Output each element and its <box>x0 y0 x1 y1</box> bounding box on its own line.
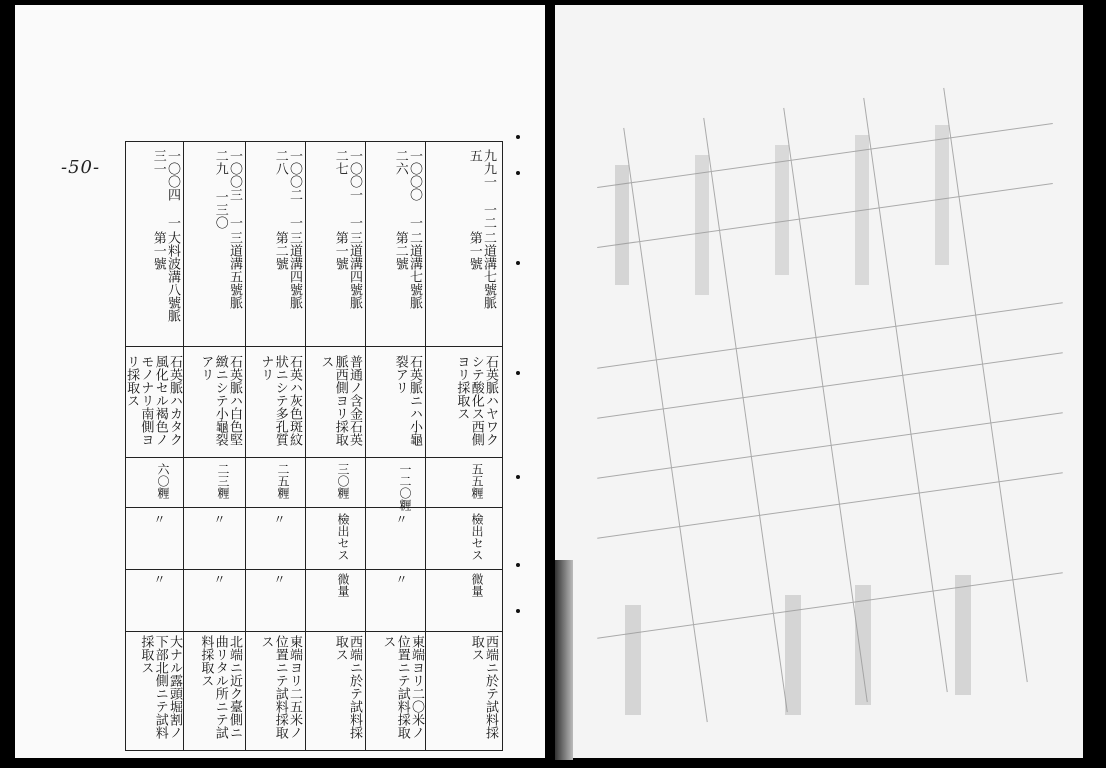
vein-name: 三道溝四號脈 第一號 <box>332 231 362 309</box>
remarks: 東端ヨリ二五米ノ位置ニテ試料採取ス <box>258 635 302 739</box>
gold-content: 〃 <box>152 513 166 525</box>
vein-name: 三道溝四號脈 第二號 <box>272 231 302 309</box>
vein-description: 石英脈ハ白色堅緻ニシテ小龜裂アリ <box>198 355 242 446</box>
remarks: 東端ヨリ二〇米ノ位置ニテ試料採取ス <box>380 635 424 739</box>
silver-content: 〃 <box>152 573 166 585</box>
vein-name: 三道溝五號脈 <box>227 231 242 309</box>
vein-description: 石英ハ灰色斑紋狀ニシテ多孔質ナリ <box>258 355 302 446</box>
vein-description: 石英脈ハヤワクシテ酸化ス西側ヨリ採取ス <box>454 355 498 446</box>
right-page-faded-show-through <box>555 5 1083 758</box>
vein-width: 一二〇糎 <box>398 463 412 511</box>
sample-number: 一〇〇一 一二七 <box>332 149 362 229</box>
vein-description: 石英脈ハカタク風化セル褐色ノモノナリ南側ヨリ採取ス <box>124 355 182 446</box>
vein-width: 五五糎 <box>470 463 484 499</box>
vein-name: 大料波溝八號脈 第一號 <box>150 231 180 322</box>
remarks: 西端ニ於テ試料採取ス <box>332 635 362 739</box>
vein-width: 六〇糎 <box>156 463 170 499</box>
binding-shadow <box>555 560 573 760</box>
binding-holes <box>513 135 525 615</box>
gold-content: 檢出セス <box>470 513 484 561</box>
silver-content: 〃 <box>394 573 408 585</box>
silver-content: 〃 <box>272 573 286 585</box>
gold-content: 檢出セス <box>336 513 350 561</box>
silver-content: 〃 <box>212 573 226 585</box>
remarks: 大ナル露頭堀割ノ下部北側ニテ試料採取ス <box>138 635 182 739</box>
vein-width: 三〇糎 <box>336 463 350 499</box>
vein-name: 二道溝七號脈 第二號 <box>392 231 422 309</box>
silver-content: 微量 <box>470 573 484 597</box>
sample-number: 九九一 一二五 <box>466 149 496 229</box>
silver-content: 微量 <box>336 573 350 597</box>
sample-number: 一〇〇四 一三一 <box>150 149 180 229</box>
vein-width: 二三糎 <box>216 463 230 499</box>
gold-content: 〃 <box>272 513 286 525</box>
page-number: -50- <box>61 157 101 178</box>
sample-number: 一〇〇三 一二九 一三〇 <box>212 149 242 229</box>
sample-number: 一〇〇二 一二八 <box>272 149 302 229</box>
gold-content: 〃 <box>212 513 226 525</box>
vein-name: 二道溝七號脈 第一號 <box>466 231 496 309</box>
sample-record-table <box>125 141 503 751</box>
remarks: 西端ニ於テ試料採取ス <box>468 635 498 739</box>
book-spine <box>545 0 555 768</box>
vein-description: 普通ノ含金石英脈西側ヨリ採取ス <box>318 355 362 446</box>
remarks: 北端ニ近ク臺側ニ曲リタル所ニテ試料採取ス <box>198 635 242 739</box>
vein-width: 二五糎 <box>276 463 290 499</box>
left-page <box>15 5 545 758</box>
gold-content: 〃 <box>394 513 408 525</box>
vein-description: 石英脈ニハ小龜裂アリ <box>392 355 422 446</box>
sample-number: 一〇〇〇 一二六 <box>392 149 422 229</box>
